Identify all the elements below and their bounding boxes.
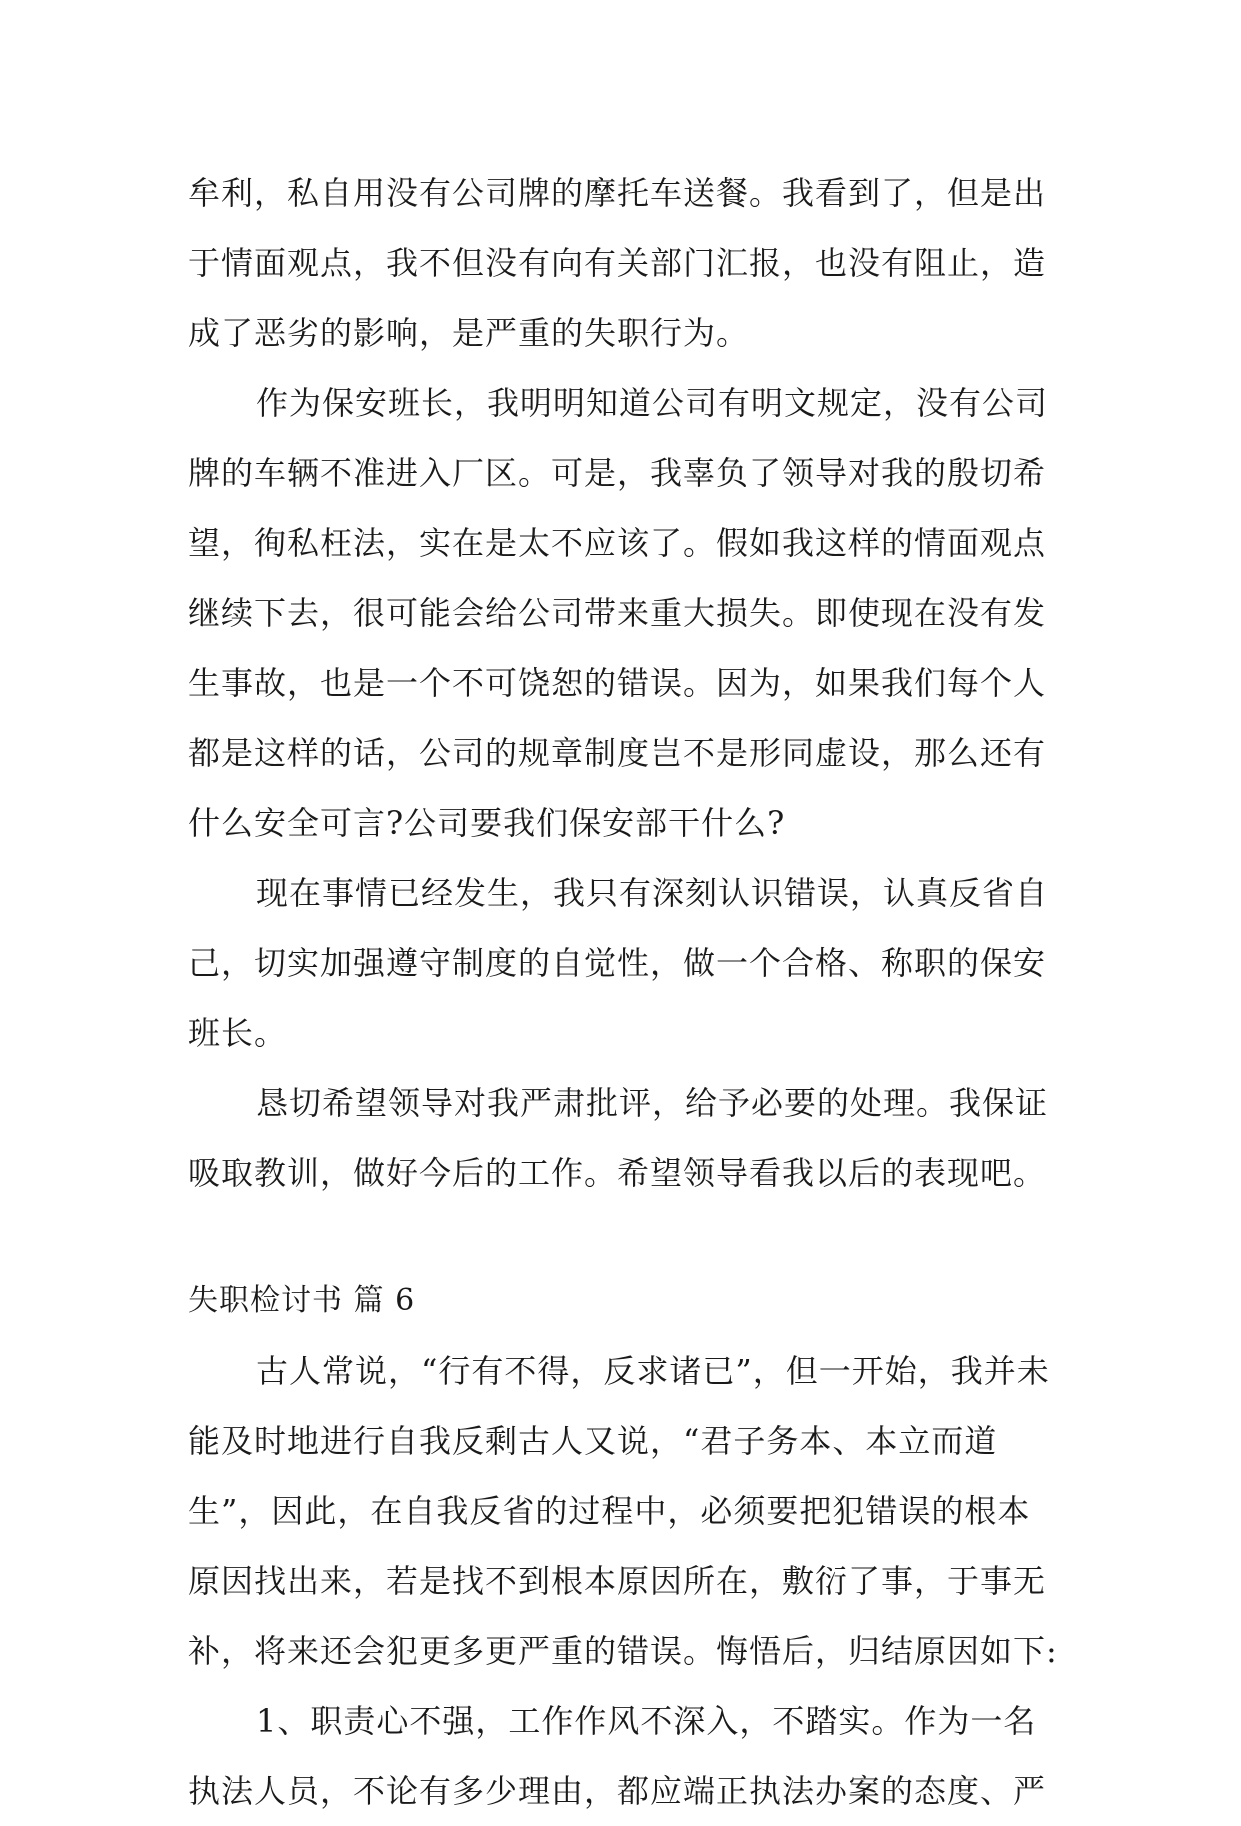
text-line: 作为保安班长，我明明知道公司有明文规定，没有公司 xyxy=(256,384,1049,422)
text-line: 原因找出来，若是找不到根本原因所在，敷衍了事，于事无 xyxy=(188,1562,1047,1600)
text-line: 吸取教训，做好今后的工作。希望领导看我以后的表现吧。 xyxy=(188,1154,1047,1192)
paragraph xyxy=(188,158,1068,368)
text-line: 生事故，也是一个不可饶恕的错误。因为，如果我们每个人 xyxy=(188,664,1047,702)
text-line: 己，切实加强遵守制度的自觉性，做一个合格、称职的保安 xyxy=(188,944,1047,982)
paragraph xyxy=(188,1686,1068,1826)
text-line: 生”，因此，在自我反省的过程中，必须要把犯错误的根本 xyxy=(188,1492,1031,1530)
text-line: 1、职责心不强，工作作风不深入，不踏实。作为一名 xyxy=(256,1702,1037,1740)
paragraph xyxy=(188,1068,1068,1208)
document-body xyxy=(188,158,1068,1826)
text-line: 什么安全可言?公司要我们保安部干什么? xyxy=(188,804,786,842)
text-line: 都是这样的话，公司的规章制度岂不是形同虚设，那么还有 xyxy=(188,734,1047,772)
text-line: 望，徇私枉法，实在是太不应该了。假如我这样的情面观点 xyxy=(188,524,1047,562)
text-line: 能及时地进行自我反剩古人又说，“君子务本、本立而道 xyxy=(188,1422,998,1460)
text-line: 执法人员，不论有多少理由，都应端正执法办案的态度、严 xyxy=(188,1772,1047,1810)
text-line: 成了恶劣的影响，是严重的失职行为。 xyxy=(188,314,750,352)
text-line: 补，将来还会犯更多更严重的错误。悔悟后，归结原因如下: xyxy=(188,1632,1058,1670)
text-line: 班长。 xyxy=(188,1014,288,1052)
text-line: 牟利，私自用没有公司牌的摩托车送餐。我看到了，但是出 xyxy=(188,174,1047,212)
text-line: 牌的车辆不准进入厂区。可是，我辜负了领导对我的殷切希 xyxy=(188,454,1047,492)
paragraph xyxy=(188,368,1068,858)
section-heading: 失职检讨书 篇 6 xyxy=(188,1283,416,1318)
text-line: 恳切希望领导对我严肃批评，给予必要的处理。我保证 xyxy=(256,1084,1049,1122)
text-line: 古人常说，“行有不得，反求诸已”，但一开始，我并未 xyxy=(256,1352,1050,1390)
paragraph xyxy=(188,858,1068,1068)
text-line: 现在事情已经发生，我只有深刻认识错误，认真反省自 xyxy=(256,874,1049,912)
text-line: 继续下去，很可能会给公司带来重大损失。即使现在没有发 xyxy=(188,594,1047,632)
text-line: 于情面观点，我不但没有向有关部门汇报，也没有阻止，造 xyxy=(188,244,1047,282)
paragraph xyxy=(188,1336,1068,1686)
